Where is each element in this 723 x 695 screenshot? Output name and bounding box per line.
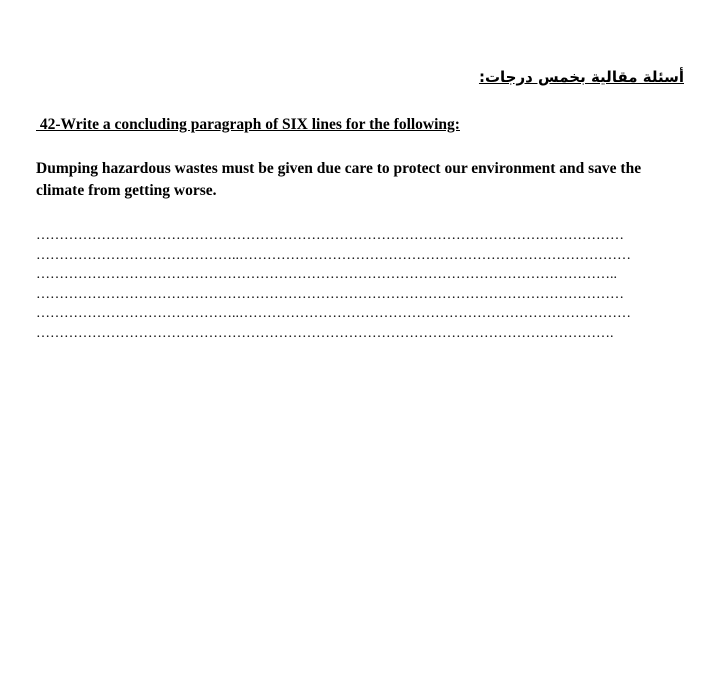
answer-line[interactable]: ……………………………………………………………………………………………………………… <box>36 286 624 302</box>
answer-lines <box>36 226 696 343</box>
answer-line[interactable]: ……………………………………..………………………………………………………………………… <box>36 306 631 321</box>
question-title: 42-Write a concluding paragraph of SIX lines for the following: <box>36 116 460 133</box>
answer-line[interactable]: ……………………………………………………………………………………………………………. <box>36 325 614 341</box>
question-prompt: Dumping hazardous wastes must be given due care to protect our environment and save the climate from getting worse. <box>36 160 642 199</box>
answer-line[interactable]: ……………………………………..………………………………………………………………………… <box>36 247 631 263</box>
answer-line[interactable]: …………………………………………………………………………………………………………….. <box>36 267 617 282</box>
section-heading-arabic: أسئلة مقالية بخمس درجات: <box>478 68 684 86</box>
answer-line[interactable]: ……………………………………………………………………………………………………………… <box>36 228 624 243</box>
